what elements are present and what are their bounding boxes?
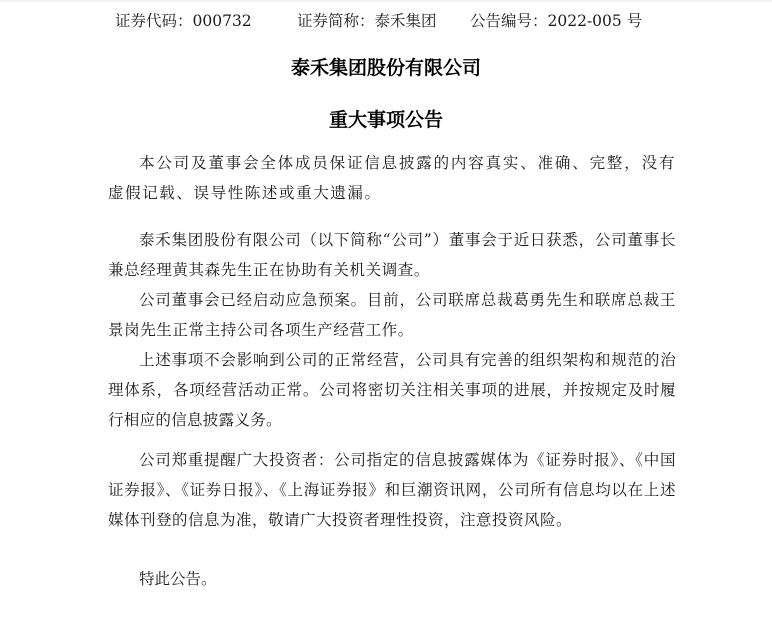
closing-statement: 特此公告。: [139, 570, 217, 588]
notice-number: 公告编号：2022-005 号: [470, 12, 643, 30]
top-border: [0, 0, 772, 2]
paragraph-operations: 上述事项不会影响到公司的正常经营，公司具有完善的组织架构和规范的治理体系，各项经营活动正常。公司将密切关注相关事项的进展，并按规定及时履行相应的信息披露义务。: [108, 351, 676, 429]
paragraph-investigation: 泰禾集团股份有限公司（以下简称“公司”）董事会于近日获悉，公司董事长兼总经理黄其森先生正在协助有关机关调查。: [108, 231, 676, 279]
stock-code: 证券代码：000732: [115, 12, 252, 30]
paragraph-contingency: 公司董事会已经启动应急预案。目前，公司联席总裁葛勇先生和联席总裁王景岗先生正常主持公司各项生产经营工作。: [108, 291, 676, 339]
paragraph-investor-reminder: 公司郑重提醒广大投资者：公司指定的信息披露媒体为《证券时报》、《中国证券报》、《证券日报》、《上海证券报》和巨潮资讯网，公司所有信息均以在上述媒体刊登的信息为准，敬请广大投资者理性投资，注意投资风险。: [108, 451, 676, 529]
company-name-heading: 泰禾集团股份有限公司: [290, 57, 481, 79]
notice-title-heading: 重大事项公告: [328, 109, 443, 131]
document-header: [115, 9, 675, 33]
paragraph-disclaimer: 本公司及董事会全体成员保证信息披露的内容真实、准确、完整，没有虚假记载、误导性陈述或重大遗漏。: [108, 154, 676, 202]
stock-name: 证券简称：泰禾集团: [297, 12, 437, 30]
